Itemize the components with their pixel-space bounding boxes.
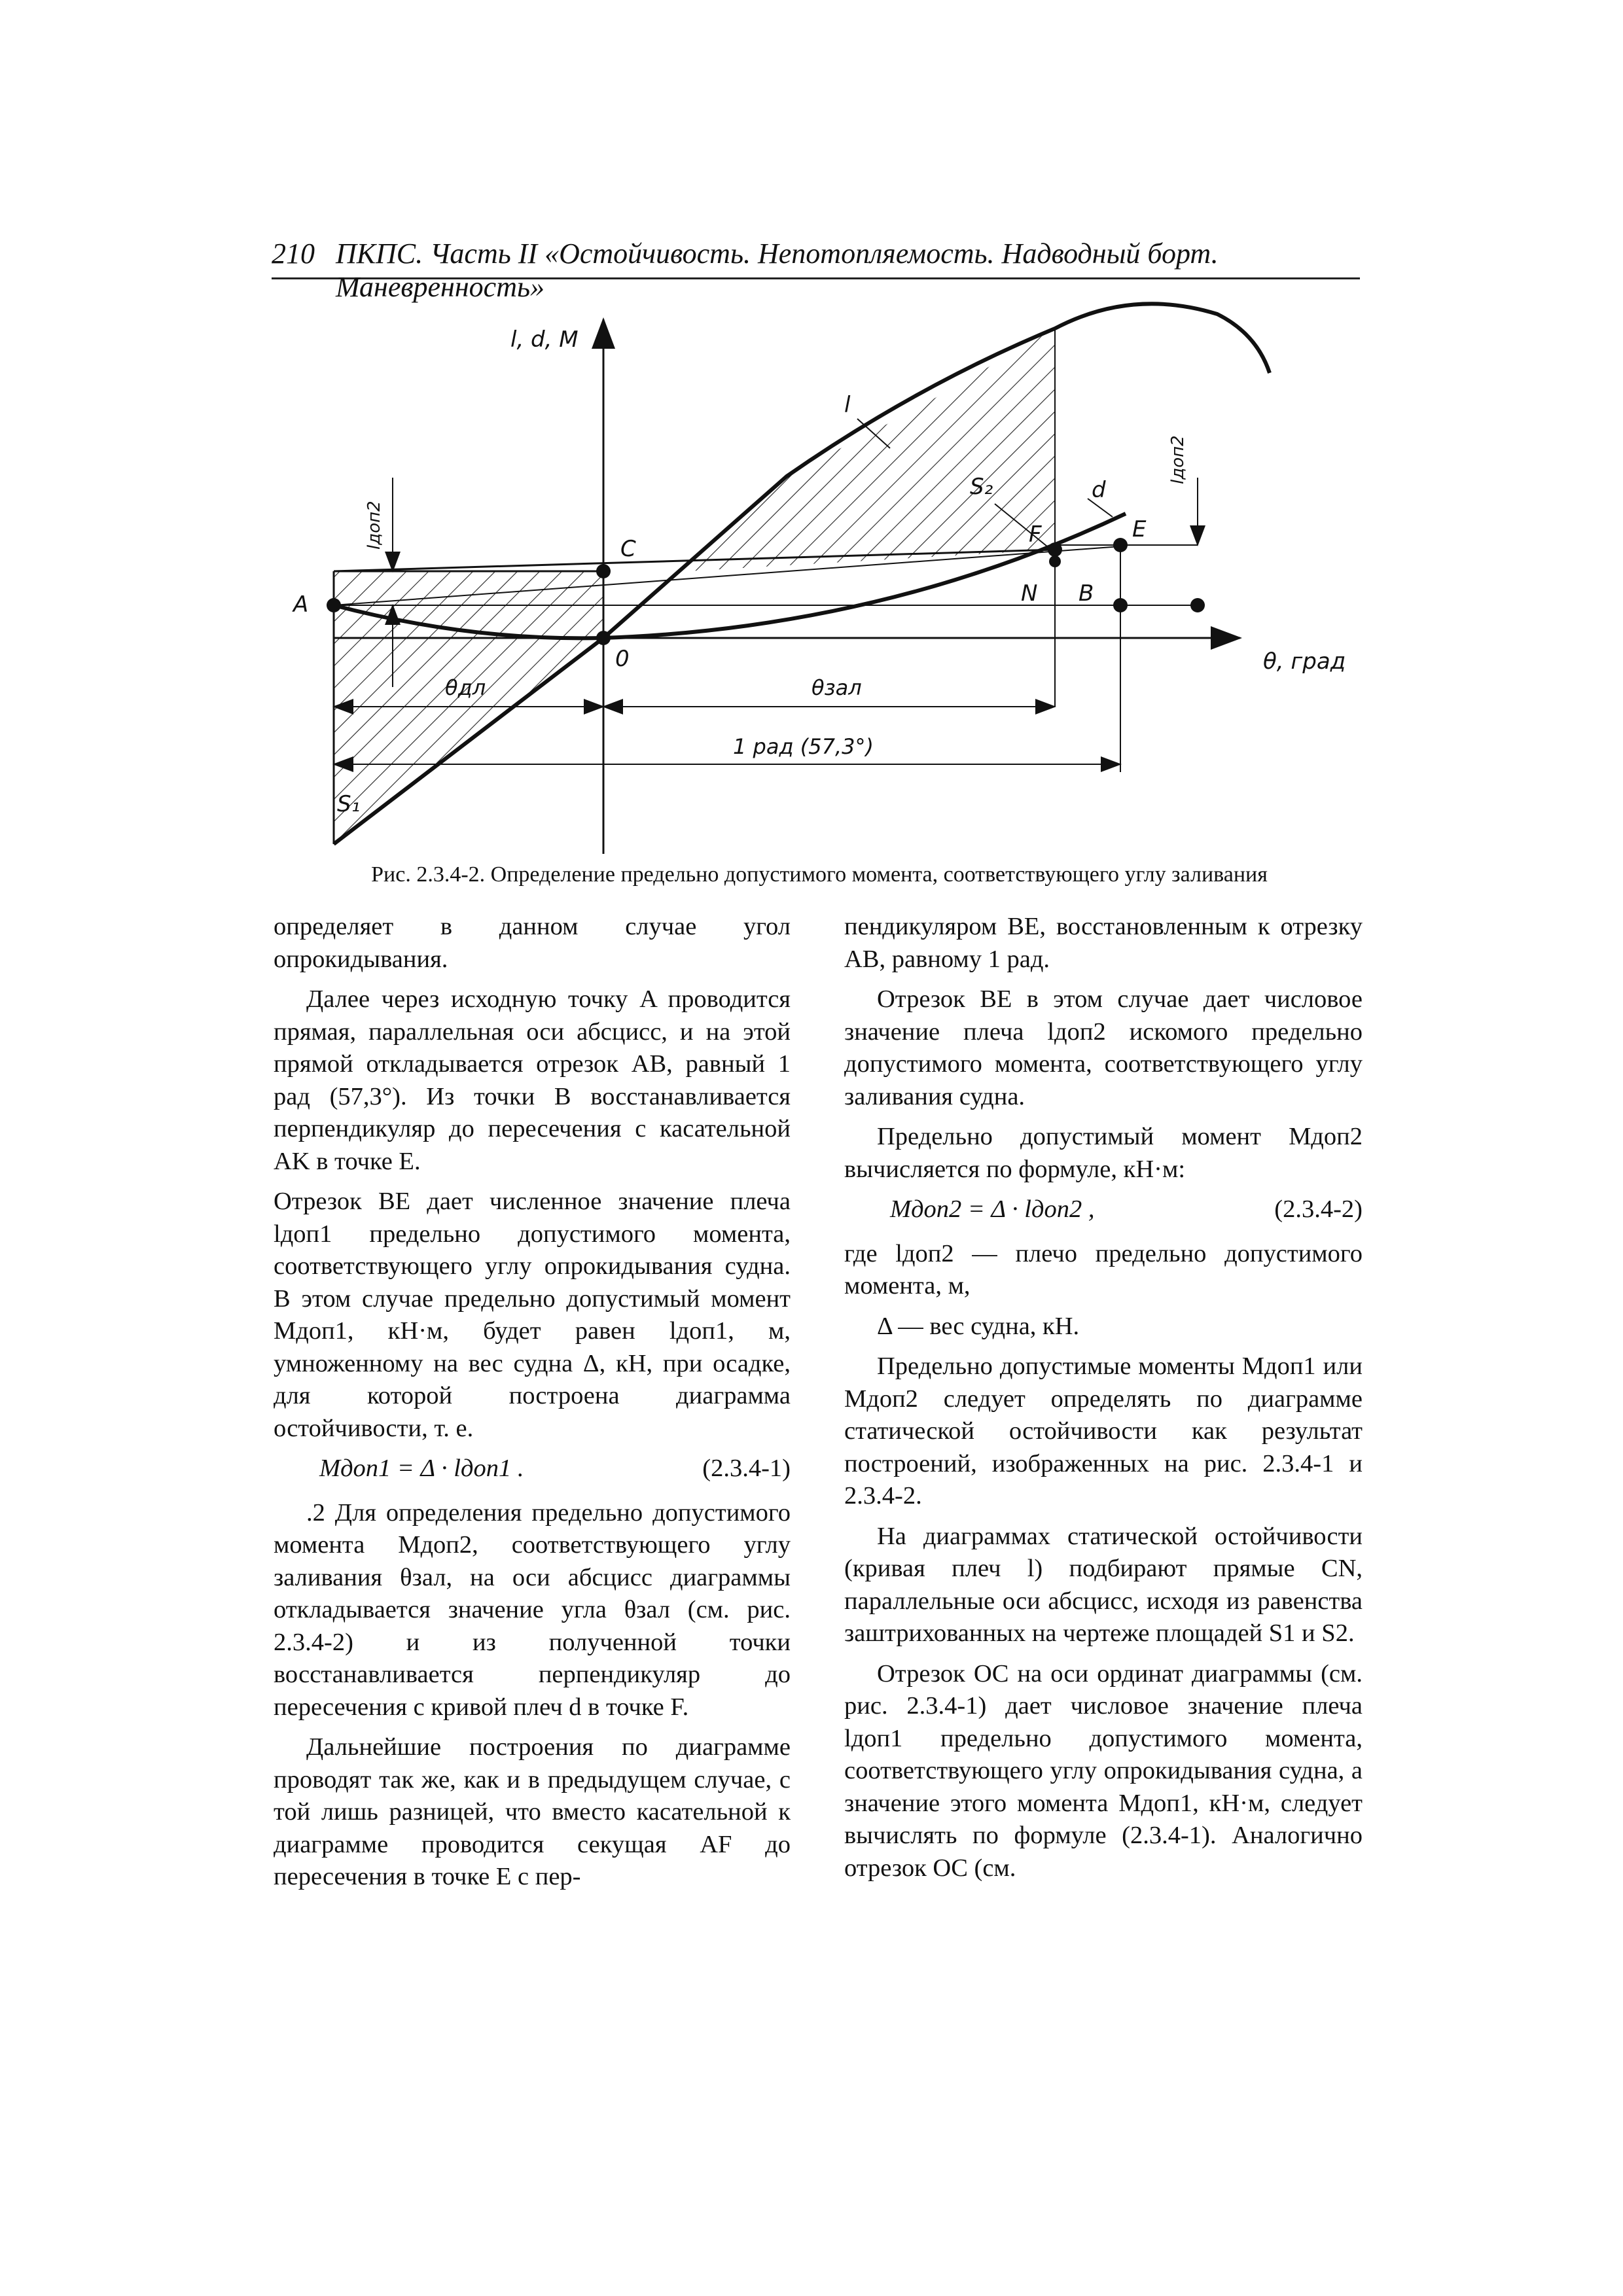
label-l-dop2-left: lдоп2 [365, 501, 384, 550]
formula-expression: Mдоп1 = Δ · lдоп1 . [319, 1455, 524, 1482]
paragraph: Дальнейшие построения по диаграмме проводят так же, как и в предыдущем случае, с той лишь разницей, что вместо касательной к диаграмме проводится секущая AF до пересечения в точке E с пер- [274, 1733, 791, 1890]
paragraph: Отрезок OC на оси ординат диаграммы (см. рис. 2.3.4-1) дает числовое значение плеча lдоп1 предельно допустимого момента, соответствующего углу опрокидывания судна, а значение этого момента Mдоп1, кН·м, следует вычислять по формуле (2.3.4-1). Аналогично отрезок OC (см. [844, 1659, 1363, 1882]
paragraph: Отрезок BE дает численное значение плеча lдоп1 предельно допустимого момента, соответствующего углу опрокидывания судна. В этом случае предельно допустимый момент Mдоп1, кН·м, будет равен lдоп1, м, умноженному на вес судна Δ, кН, при осадке, для которой построена диаграмма остойчивости, т. е. [274, 1188, 791, 1442]
page-number: 210 [272, 238, 315, 270]
label-theta-dl: θдл [445, 675, 486, 700]
right-column [844, 911, 1363, 1892]
paragraph: определяет в данном случае угол опрокидывания. [274, 913, 791, 973]
label-f: F [1029, 521, 1042, 548]
label-n: N [1021, 580, 1038, 607]
label-b: B [1079, 580, 1094, 607]
formula-2-3-4-2 [844, 1193, 1363, 1226]
point-o [596, 631, 611, 645]
label-e: E [1132, 516, 1147, 542]
point-a [327, 598, 341, 612]
point-b [1113, 598, 1128, 612]
formula-expression: Mдоп2 = Δ · lдоп2 , [890, 1195, 1095, 1223]
paragraph: где lдоп2 — плечо предельно допустимого момента, м, [844, 1239, 1363, 1299]
label-l: l [844, 392, 851, 418]
left-column [274, 911, 791, 1901]
stability-diagram [0, 0, 1623, 864]
paragraph: На диаграммах статической остойчивости (кривая плеч l) подбирают прямые CN, параллельные оси абсцисс, исходя из равенства заштрихованных на чертеже площадей S1 и S2. [844, 1522, 1363, 1647]
figure-caption: Рис. 2.3.4-2. Определение предельно допустимого момента, соответствующего углу заливания [371, 862, 1268, 887]
paragraph: пендикуляром BE, восстановленным к отрезку AB, равному 1 рад. [844, 913, 1363, 973]
label-s2: S₂ [970, 474, 993, 500]
label-o: 0 [615, 646, 630, 672]
label-s1: S₁ [337, 791, 361, 817]
area-s2 [687, 328, 1055, 571]
y-axis-label: l, d, M [510, 327, 579, 353]
x-axis-label: θ, град [1263, 648, 1346, 675]
point-f [1048, 542, 1062, 557]
point-c [596, 564, 611, 578]
label-one-rad: 1 рад (57,3°) [733, 734, 874, 759]
label-c: C [620, 536, 636, 562]
point-n [1049, 556, 1061, 567]
area-s1 [334, 571, 603, 844]
formula-number: (2.3.4-2) [1274, 1195, 1363, 1223]
formula-number: (2.3.4-1) [702, 1455, 791, 1482]
label-theta-zal: θзал [812, 675, 862, 700]
paragraph: Предельно допустимый момент Mдоп2 вычисляется по формуле, кН·м: [844, 1123, 1363, 1183]
label-l-dop2-right: lдоп2 [1168, 435, 1188, 484]
label-a: A [293, 592, 309, 618]
formula-2-3-4-1 [274, 1453, 791, 1485]
paragraph: .2 Для определения предельно допустимого момента Mдоп2, соответствующего углу заливания θзал, на оси абсцисс диаграммы откладывается значение угла θзал (см. рис. 2.3.4-2) и из полученной точки восстанавливается перпендикуляр до пересечения с кривой плеч d в точке F. [274, 1498, 791, 1721]
running-title: ПКПС. Часть II «Остойчивость. Непотопляемость. Надводный борт. Маневренность» [336, 238, 1219, 303]
paragraph: Далее через исходную точку A проводится прямая, параллельная оси абсцисс, и на этой прямой откладывается отрезок AB, равный 1 рад (57,3°). Из точки B восстанавливается перпендикуляр до пересечения с касательной AK в точке E. [274, 985, 791, 1175]
label-d: d [1092, 477, 1106, 503]
paragraph: Отрезок BE в этом случае дает числовое значение плеча lдоп2 искомого предельно допустимого момента, соответствующего углу заливания судна. [844, 985, 1363, 1110]
paragraph: Δ — вес судна, кН. [877, 1312, 1080, 1340]
paragraph: Предельно допустимые моменты Mдоп1 или Mдоп2 следует определять по диаграмме статической остойчивости как результат построений, изображенных на рис. 2.3.4-1 и 2.3.4-2. [844, 1352, 1363, 1510]
point-e [1113, 538, 1128, 552]
